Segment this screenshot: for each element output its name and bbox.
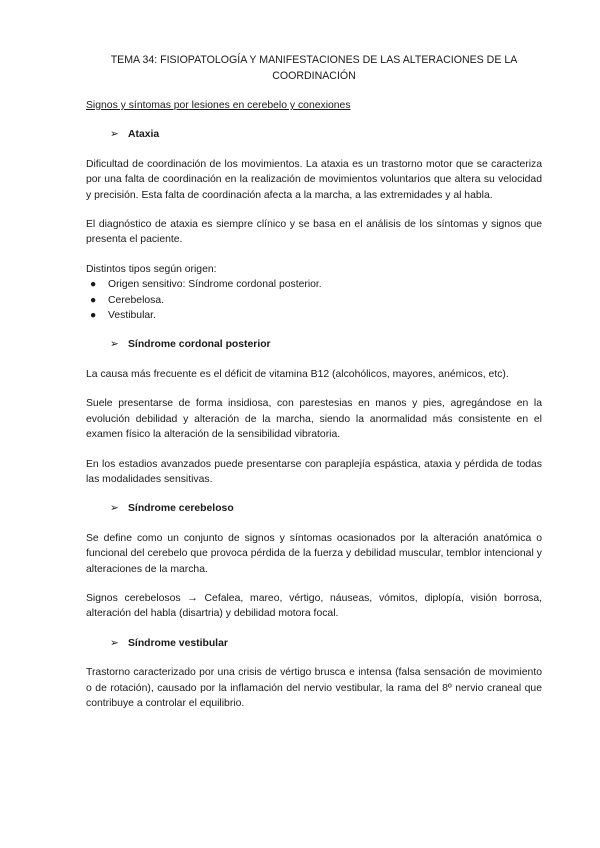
bullet-icon: ● [90, 279, 97, 291]
arrow-bullet-icon: ➢ [110, 503, 119, 515]
list-item [86, 277, 542, 292]
cordonal-paragraph-3: En los estadios avanzados puede presentarse con paraplejía espástica, ataxia y pérdida de todas las modalidades sensitivas. [86, 458, 542, 485]
ataxia-types-list [86, 277, 542, 323]
title-line-2: COORDINACIÓN [272, 70, 356, 82]
list-item [86, 308, 542, 323]
ataxia-paragraph-1: Dificultad de coordinación de los movimientos. La ataxia es un trastorno motor que se caracteriza por una falta de coordinación en la realización de movimientos voluntarios que altera su velocidad y precisión. Esta falta de coordinación afecta a la marcha, a las extremidades y al habla. [86, 158, 542, 201]
vestibular-paragraph-1: Trastorno caracterizado por una crisis de vértigo brusca e intensa (falsa sensación de movimiento o de rotación), causado por la inflamación del nervio vestibular, la rama del 8º nervio craneal que contribuye a controlar el equilibrio. [86, 667, 542, 709]
section-subtitle: Signos y síntomas por lesiones en cerebelo y conexiones [86, 100, 351, 111]
bullet-icon: ● [90, 310, 97, 322]
cordonal-paragraph-1: La causa más frecuente es el déficit de vitamina B12 (alcohólicos, mayores, anémicos, etc). [86, 368, 509, 380]
bullet-icon: ● [90, 294, 97, 306]
cerebeloso-paragraph-2: Signos cerebelosos → Cefalea, mareo, vértigo, náuseas, vómitos, diplopía, visión borrosa, alteración del habla (disartria) y debilidad motora focal. [86, 592, 542, 620]
cerebeloso-paragraph-1: Se define como un conjunto de signos y síntomas ocasionados por la alteración anatómica o funcional del cerebelo que provoca pérdida de la fuerza y debilidad muscular, temblor intencional y alteraciones de la marcha. [86, 532, 542, 575]
arrow-bullet-icon: ➢ [110, 129, 119, 141]
heading-cordonal-text: Síndrome cordonal posterior [128, 339, 271, 351]
cordonal-paragraph-2: Suele presentarse de forma insidiosa, con parestesias en manos y pies, agregándose en la evolución debilidad y alteración de la marcha, siendo la anormalidad más consistente en el examen físico la alteración de la sensibilidad vibratoria. [86, 398, 542, 441]
list-item-text: Origen sensitivo: Síndrome cordonal posterior. [108, 279, 322, 291]
heading-cerebeloso-text: Síndrome cerebeloso [128, 503, 234, 515]
title-line-1: TEMA 34: FISIOPATOLOGÍA Y MANIFESTACIONES DE LAS ALTERACIONES DE LA [110, 54, 518, 66]
list-item [86, 293, 542, 308]
heading-vestibular [110, 636, 542, 651]
list-item-text: Vestibular. [108, 310, 156, 322]
ataxia-list-intro: Distintos tipos según origen: [86, 263, 217, 275]
heading-vestibular-text: Síndrome vestibular [128, 637, 228, 649]
heading-ataxia-text: Ataxia [128, 129, 160, 141]
list-item-text: Cerebelosa. [108, 294, 165, 306]
heading-cerebeloso [110, 501, 542, 516]
heading-ataxia [110, 127, 542, 142]
arrow-bullet-icon: ➢ [110, 339, 119, 351]
arrow-bullet-icon: ➢ [110, 637, 119, 649]
heading-cordonal [110, 337, 542, 352]
page-title [86, 52, 542, 84]
ataxia-paragraph-2: El diagnóstico de ataxia es siempre clínico y se basa en el análisis de los síntomas y signos que presenta el paciente. [86, 219, 542, 246]
